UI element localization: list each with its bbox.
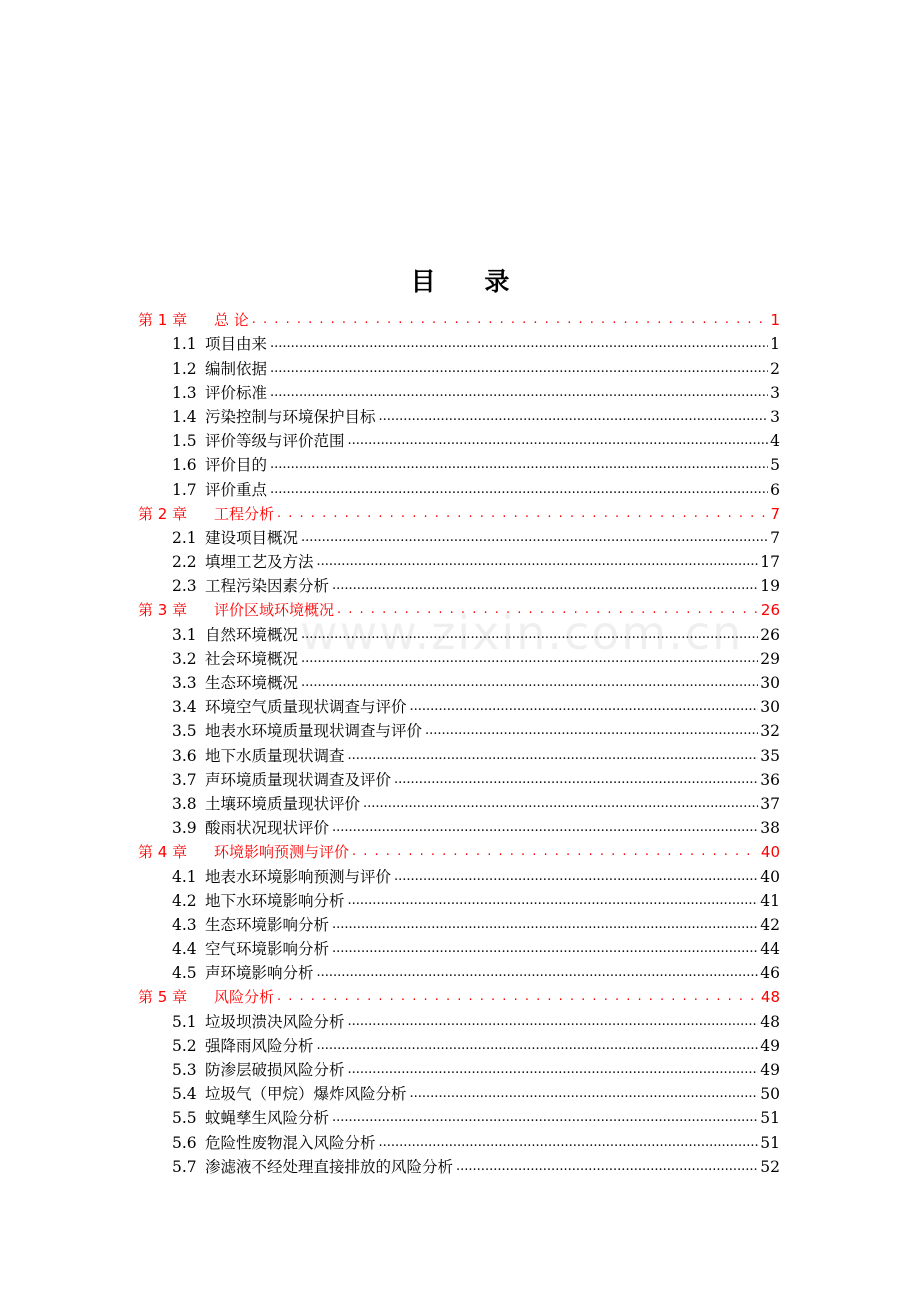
toc-dot-leader [379, 407, 769, 427]
toc-dot-leader [348, 431, 769, 451]
toc-page-number: 51 [760, 1109, 780, 1128]
toc-page-number: 3 [770, 383, 780, 402]
toc-entry-number: 1.1 [172, 335, 197, 354]
toc-dot-leader [270, 334, 768, 354]
toc-section-entry[interactable] [138, 862, 780, 886]
toc-entry-number: 4.5 [172, 964, 197, 983]
toc-dot-leader [270, 359, 768, 379]
toc-section-entry[interactable] [138, 959, 780, 983]
toc-entry-label: 地下水质量现状调查 [205, 746, 345, 765]
toc-entry-label: 工程分析 [214, 504, 275, 523]
toc-dot-leader [348, 746, 759, 766]
toc-dot-leader [352, 842, 759, 862]
toc-section-entry[interactable] [138, 330, 780, 354]
toc-page-number: 3 [770, 407, 780, 426]
toc-dot-leader [277, 987, 759, 1007]
toc-section-entry[interactable] [138, 475, 780, 499]
toc-chapter-entry[interactable] [138, 838, 780, 862]
toc-chapter-entry[interactable] [138, 306, 780, 330]
toc-entry-number: 3.4 [172, 698, 197, 717]
toc-page-number: 40 [760, 843, 780, 862]
toc-section-entry[interactable] [138, 911, 780, 935]
toc-entry-number: 1.5 [172, 432, 197, 451]
toc-section-entry[interactable] [138, 1007, 780, 1031]
toc-dot-leader [332, 1108, 758, 1128]
watermark: www.zixin.com.cn [300, 606, 744, 660]
toc-page-number: 52 [760, 1157, 780, 1176]
toc-dot-leader [425, 721, 758, 741]
toc-entry-number: 5.1 [172, 1012, 197, 1031]
toc-page-number: 49 [760, 1036, 780, 1055]
toc-entry-label: 空气环境影响分析 [205, 940, 330, 959]
toc-section-entry[interactable] [138, 620, 780, 644]
toc-dot-leader [332, 939, 758, 959]
toc-page-number: 48 [760, 1012, 780, 1031]
toc-entry-label: 评价重点 [205, 480, 268, 499]
toc-section-entry[interactable] [138, 427, 780, 451]
toc-entry-number: 1.6 [172, 456, 197, 475]
toc-section-entry[interactable] [138, 669, 780, 693]
toc-entry-label: 声环境影响分析 [205, 964, 314, 983]
toc-entry-number: 1.2 [172, 359, 197, 378]
toc-section-entry[interactable] [138, 1153, 780, 1177]
toc-entry-label: 评价区域环境概况 [214, 601, 335, 620]
toc-page-number: 44 [760, 940, 780, 959]
toc-dot-leader [270, 480, 768, 500]
toc-section-entry[interactable] [138, 766, 780, 790]
toc-page-number: 26 [760, 601, 780, 620]
toc-entry-number: 3.7 [172, 770, 197, 789]
toc-entry-number: 5.6 [172, 1133, 197, 1152]
toc-dot-leader [317, 963, 759, 983]
toc-page-number: 26 [760, 625, 780, 644]
toc-page-number: 32 [760, 722, 780, 741]
toc-entry-number: 3.1 [172, 625, 197, 644]
toc-entry-number: 第 3 章 [138, 601, 188, 620]
toc-page-number: 1 [770, 335, 780, 354]
toc-dot-leader [348, 1012, 759, 1032]
toc-entry-label: 地表水环境影响预测与评价 [205, 867, 392, 886]
toc-entry-label: 评价标准 [205, 383, 268, 402]
toc-dot-leader [301, 649, 758, 669]
toc-entry-number: 4.1 [172, 867, 197, 886]
toc-entry-label: 环境空气质量现状调查与评价 [205, 698, 407, 717]
toc-entry-number: 3.9 [172, 819, 197, 838]
toc-dot-leader [410, 1084, 759, 1104]
toc-page-number: 51 [760, 1133, 780, 1152]
toc-page-number: 48 [760, 988, 780, 1007]
toc-entry-number: 2.2 [172, 553, 197, 572]
toc-entry-number: 4.2 [172, 891, 197, 910]
toc-section-entry[interactable] [138, 1056, 780, 1080]
toc-section-entry[interactable] [138, 354, 780, 378]
toc-dot-leader [337, 600, 759, 620]
toc-entry-label: 编制依据 [205, 359, 268, 378]
toc-page-number: 41 [760, 891, 780, 910]
toc-section-entry[interactable] [138, 524, 780, 548]
table-of-contents [138, 306, 780, 1177]
toc-entry-number: 5.4 [172, 1085, 197, 1104]
toc-entry-number: 3.3 [172, 674, 197, 692]
toc-dot-leader [379, 1133, 759, 1153]
toc-entry-label: 危险性废物混入风险分析 [205, 1133, 376, 1152]
toc-chapter-entry[interactable] [138, 983, 780, 1007]
toc-dot-leader [363, 794, 758, 814]
toc-dot-leader [270, 455, 768, 475]
toc-page-number: 29 [760, 649, 780, 668]
toc-entry-number: 4.3 [172, 915, 197, 934]
toc-entry-number: 3.2 [172, 649, 197, 668]
toc-page-number: 7 [770, 528, 780, 547]
toc-section-entry[interactable] [138, 887, 780, 911]
toc-dot-leader [332, 818, 758, 838]
toc-page-number: 19 [760, 577, 780, 596]
toc-dot-leader [332, 576, 758, 596]
toc-entry-label: 项目由来 [205, 335, 268, 354]
toc-dot-leader [394, 770, 758, 790]
toc-entry-number: 1.3 [172, 383, 197, 402]
toc-section-entry[interactable] [138, 1128, 780, 1152]
toc-page-number: 49 [760, 1061, 780, 1079]
toc-entry-number: 5.2 [172, 1036, 197, 1055]
toc-section-entry[interactable] [138, 403, 780, 427]
toc-section-entry[interactable] [138, 1032, 780, 1056]
toc-dot-leader [410, 697, 759, 717]
toc-page-number: 17 [760, 553, 780, 572]
toc-entry-label: 自然环境概况 [205, 625, 299, 644]
toc-section-entry[interactable] [138, 548, 780, 572]
toc-entry-number: 4.4 [172, 940, 197, 959]
toc-entry-label: 评价目的 [205, 456, 268, 475]
toc-entry-number: 第 2 章 [138, 504, 188, 523]
toc-dot-leader [277, 504, 768, 524]
toc-page-number: 40 [760, 867, 780, 886]
toc-entry-label: 防渗层破损风险分析 [205, 1061, 345, 1079]
toc-dot-leader [317, 552, 759, 572]
toc-page-number: 4 [770, 432, 780, 451]
toc-entry-label: 垃圾气（甲烷）爆炸风险分析 [205, 1085, 407, 1104]
toc-entry-number: 5.5 [172, 1109, 197, 1128]
toc-dot-leader [270, 383, 768, 403]
toc-entry-label: 污染控制与环境保护目标 [205, 407, 376, 426]
toc-entry-label: 声环境质量现状调查及评价 [205, 770, 392, 789]
toc-section-entry[interactable] [138, 790, 780, 814]
toc-entry-label: 地表水环境质量现状调查与评价 [205, 722, 423, 741]
toc-chapter-entry[interactable] [138, 500, 780, 524]
toc-page-number: 50 [760, 1085, 780, 1104]
toc-page-number: 42 [760, 915, 780, 934]
toc-page-number: 37 [760, 794, 780, 813]
toc-page-number: 2 [770, 359, 780, 378]
toc-entry-label: 总 论 [214, 311, 249, 330]
toc-entry-label: 垃圾坝溃决风险分析 [205, 1012, 345, 1031]
toc-section-entry[interactable] [138, 1080, 780, 1104]
toc-entry-label: 酸雨状况现状评价 [205, 819, 330, 838]
toc-page-number: 30 [760, 698, 780, 717]
toc-section-entry[interactable] [138, 717, 780, 741]
toc-page-number: 7 [770, 504, 780, 523]
toc-page-number: 35 [760, 746, 780, 765]
toc-entry-number: 2.3 [172, 577, 197, 596]
toc-entry-label: 填埋工艺及方法 [205, 553, 314, 572]
toc-entry-number: 3.6 [172, 746, 197, 765]
toc-entry-number: 第 5 章 [138, 988, 188, 1007]
page-title: 目 录 [410, 267, 530, 296]
toc-page-number: 36 [760, 770, 780, 789]
toc-entry-label: 土壤环境质量现状评价 [205, 794, 361, 813]
toc-chapter-entry[interactable] [138, 596, 780, 620]
toc-entry-label: 评价等级与评价范围 [205, 432, 345, 451]
toc-section-entry[interactable] [138, 572, 780, 596]
toc-entry-label: 工程污染因素分析 [205, 577, 330, 596]
toc-page-number: 5 [770, 456, 780, 475]
toc-dot-leader [301, 528, 768, 548]
toc-entry-number: 2.1 [172, 528, 197, 547]
toc-page-number: 30 [760, 674, 780, 692]
toc-entry-label: 社会环境概况 [205, 649, 299, 668]
toc-section-entry[interactable] [138, 693, 780, 717]
toc-entry-label: 蚊蝇孳生风险分析 [205, 1109, 330, 1128]
toc-dot-leader [456, 1157, 758, 1177]
toc-dot-leader [317, 1036, 759, 1056]
toc-entry-number: 3.5 [172, 722, 197, 741]
toc-section-entry[interactable] [138, 814, 780, 838]
toc-section-entry[interactable] [138, 1104, 780, 1128]
toc-dot-leader [394, 867, 758, 887]
toc-page-number: 38 [760, 819, 780, 838]
toc-entry-label: 强降雨风险分析 [205, 1036, 314, 1055]
toc-entry-number: 1.4 [172, 407, 197, 426]
toc-entry-number: 5.3 [172, 1061, 197, 1079]
toc-dot-leader [332, 915, 758, 935]
toc-entry-number: 第 4 章 [138, 843, 188, 862]
toc-dot-leader [348, 1060, 759, 1080]
toc-section-entry[interactable] [138, 379, 780, 403]
toc-entry-number: 5.7 [172, 1157, 197, 1176]
toc-dot-leader [301, 625, 758, 645]
toc-page-number: 46 [760, 964, 780, 983]
toc-section-entry[interactable] [138, 935, 780, 959]
toc-entry-label: 建设项目概况 [205, 528, 299, 547]
toc-entry-number: 1.7 [172, 480, 197, 499]
toc-entry-number: 第 1 章 [138, 311, 188, 330]
toc-dot-leader [301, 673, 758, 693]
toc-dot-leader [348, 891, 759, 911]
toc-entry-number: 3.8 [172, 794, 197, 813]
toc-dot-leader [252, 310, 769, 330]
toc-entry-label: 风险分析 [214, 988, 275, 1007]
toc-page-number: 1 [770, 311, 780, 330]
toc-section-entry[interactable] [138, 451, 780, 475]
toc-entry-label: 生态环境概况 [205, 674, 299, 692]
toc-entry-label: 环境影响预测与评价 [214, 843, 350, 862]
toc-section-entry[interactable] [138, 645, 780, 669]
toc-entry-label: 生态环境影响分析 [205, 915, 330, 934]
toc-entry-label: 渗滤液不经处理直接排放的风险分析 [205, 1157, 454, 1176]
toc-page-number: 6 [770, 480, 780, 499]
toc-section-entry[interactable] [138, 741, 780, 765]
toc-entry-label: 地下水环境影响分析 [205, 891, 345, 910]
